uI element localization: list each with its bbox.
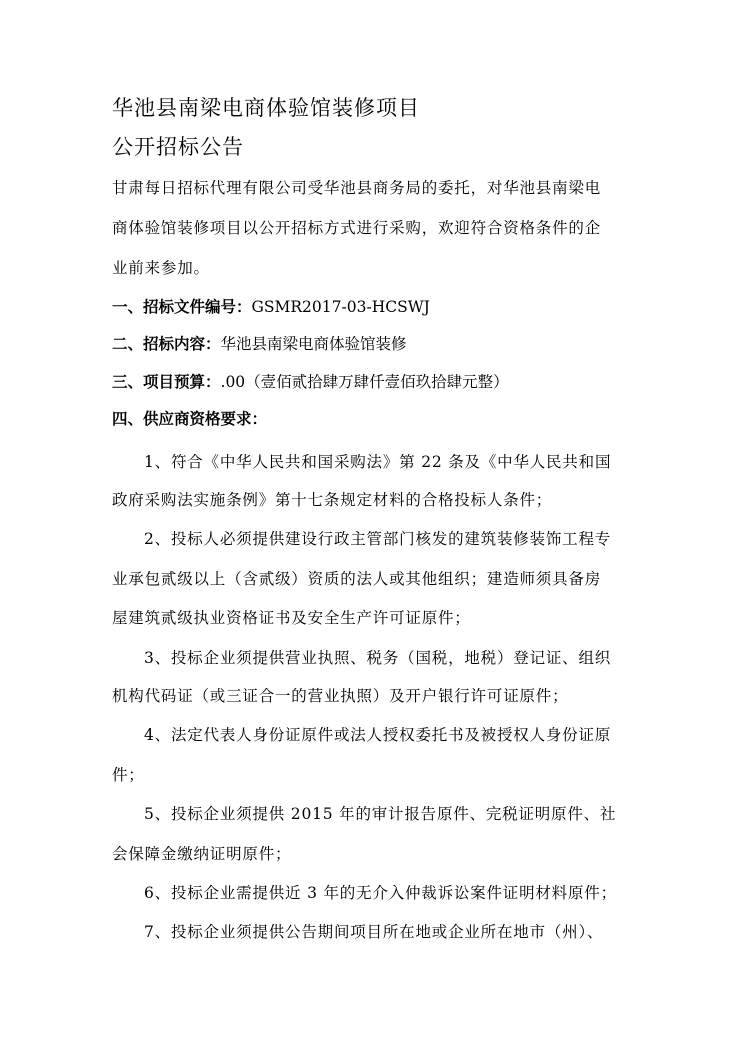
intro-line: 商体验馆装修项目以公开招标方式进行采购，欢迎符合资格条件的企 [112, 219, 602, 237]
doc-title-line1: 华池县南梁电商体验馆装修项目 [112, 96, 420, 120]
section-content [112, 334, 642, 354]
section-budget [112, 372, 642, 392]
section-label: 一、招标文件编号： [112, 297, 252, 316]
requirement-line: 6、投标企业需提供近 3 年的无介入仲裁诉讼案件证明材料原件； [144, 884, 617, 902]
doc-title-line2: 公开招标公告 [112, 135, 244, 159]
requirement-line: 政府采购法实施条例》第十七条规定材料的合格投标人条件； [112, 491, 553, 509]
requirement-line: 业承包贰级以上（含贰级）资质的法人或其他组织；建造师须具备房 [112, 570, 602, 588]
section-qualifications [112, 409, 642, 429]
requirement-line: 1、符合《中华人民共和国采购法》第 22 条及《中华人民共和国 [144, 453, 612, 471]
intro-line: 业前来参加。 [112, 259, 210, 277]
intro-line: 甘肃每日招标代理有限公司受华池县商务局的委托，对华池县南梁电 [112, 179, 602, 197]
requirement-line: 机构代码证（或三证合一的营业执照）及开户银行许可证原件； [112, 687, 569, 705]
section-label: 二、招标内容： [112, 334, 221, 353]
requirement-line: 会保障金缴纳证明原件； [112, 845, 292, 863]
requirement-line: 4、法定代表人身份证原件或法人授权委托书及被授权人身份证原 [144, 726, 612, 744]
section-value: .00（壹佰贰拾肆万肆仟壹佰玖拾肆元整） [220, 373, 509, 391]
section-label: 三、项目预算： [112, 372, 221, 391]
section-value: 华池县南梁电商体验馆装修 [220, 335, 407, 353]
section-value: GSMR2017-03-HCSWJ [251, 298, 430, 316]
section-file-number [112, 297, 642, 317]
requirement-line: 3、投标企业须提供营业执照、税务（国税，地税）登记证、组织 [144, 649, 612, 667]
requirement-line: 5、投标企业须提供 2015 年的审计报告原件、完税证明原件、社 [144, 805, 617, 823]
requirement-line: 2、投标人必须提供建设行政主管部门核发的建筑装修装饰工程专 [144, 530, 612, 548]
requirement-line: 屋建筑贰级执业资格证书及安全生产许可证原件； [112, 609, 471, 627]
requirement-line: 件； [112, 766, 145, 784]
requirement-line: 7、投标企业须提供公告期间项目所在地或企业所在地市（州）、 [144, 923, 604, 941]
section-label: 四、供应商资格要求： [112, 409, 268, 428]
